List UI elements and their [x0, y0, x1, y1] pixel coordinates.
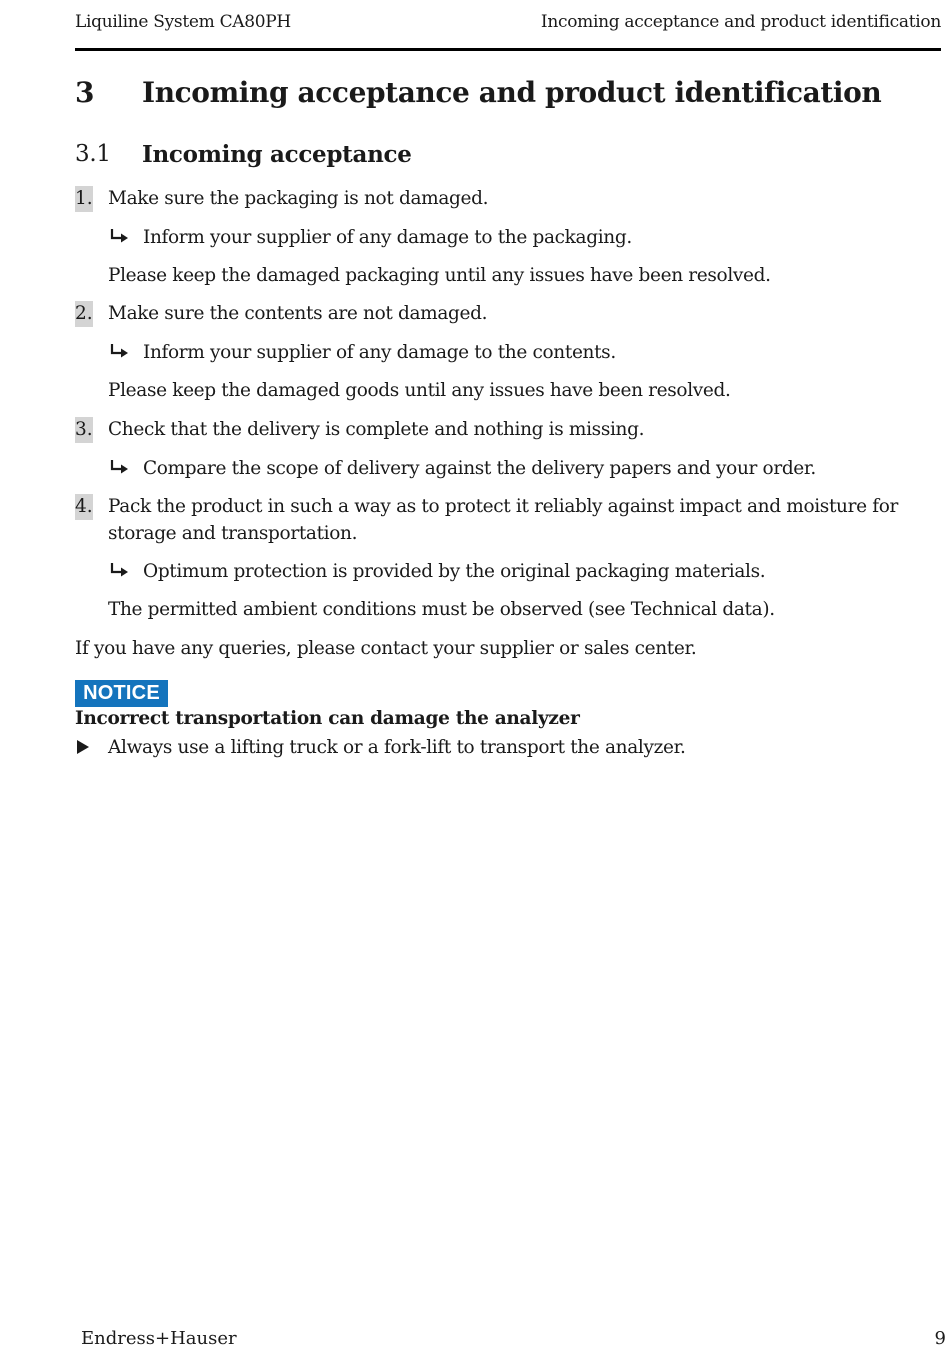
step-result: Inform your supplier of any damage to the contents.	[143, 342, 616, 363]
step-text: Make sure the contents are not damaged.	[108, 303, 488, 324]
step-number: 3.	[75, 417, 93, 443]
notice-title: Incorrect transportation can damage the analyzer	[75, 708, 580, 729]
step-text: Check that the delivery is complete and nothing is missing.	[108, 419, 645, 440]
action-triangle-icon	[77, 740, 89, 754]
footer-company: Endress+Hauser	[81, 1328, 237, 1349]
step-result: Compare the scope of delivery against the delivery papers and your order.	[143, 458, 816, 479]
notice-action: Always use a lifting truck or a fork-lift to transport the analyzer.	[108, 737, 686, 758]
header-section-title: Incoming acceptance and product identification	[540, 12, 941, 32]
result-arrow-icon	[108, 560, 132, 582]
step-text: Make sure the packaging is not damaged.	[108, 188, 489, 209]
notice-badge: NOTICE	[75, 680, 168, 707]
contact-text: If you have any queries, please contact your supplier or sales center.	[75, 638, 697, 659]
step-result: Inform your supplier of any damage to the packaging.	[143, 227, 632, 248]
step-number: 4.	[75, 494, 93, 520]
step-note: Please keep the damaged packaging until any issues have been resolved.	[108, 265, 771, 286]
step-note: The permitted ambient conditions must be observed (see Technical data).	[108, 599, 775, 620]
step-text: Pack the product in such a way as to protect it reliably against impact and moisture for	[108, 496, 898, 517]
chapter-title: Incoming acceptance and product identification	[142, 76, 882, 109]
page-number: 9	[934, 1328, 946, 1349]
step-number: 2.	[75, 301, 93, 327]
chapter-number: 3	[75, 76, 95, 109]
result-arrow-icon	[108, 226, 132, 248]
header-rule	[75, 48, 941, 51]
header-product-name: Liquiline System CA80PH	[75, 12, 291, 32]
result-arrow-icon	[108, 341, 132, 363]
result-arrow-icon	[108, 457, 132, 479]
step-text-continued: storage and transportation.	[108, 523, 358, 544]
step-note: Please keep the damaged goods until any issues have been resolved.	[108, 380, 731, 401]
section-title: Incoming acceptance	[142, 141, 412, 168]
step-result: Optimum protection is provided by the original packaging materials.	[143, 561, 766, 582]
section-number: 3.1	[75, 141, 111, 167]
step-number: 1.	[75, 186, 93, 212]
